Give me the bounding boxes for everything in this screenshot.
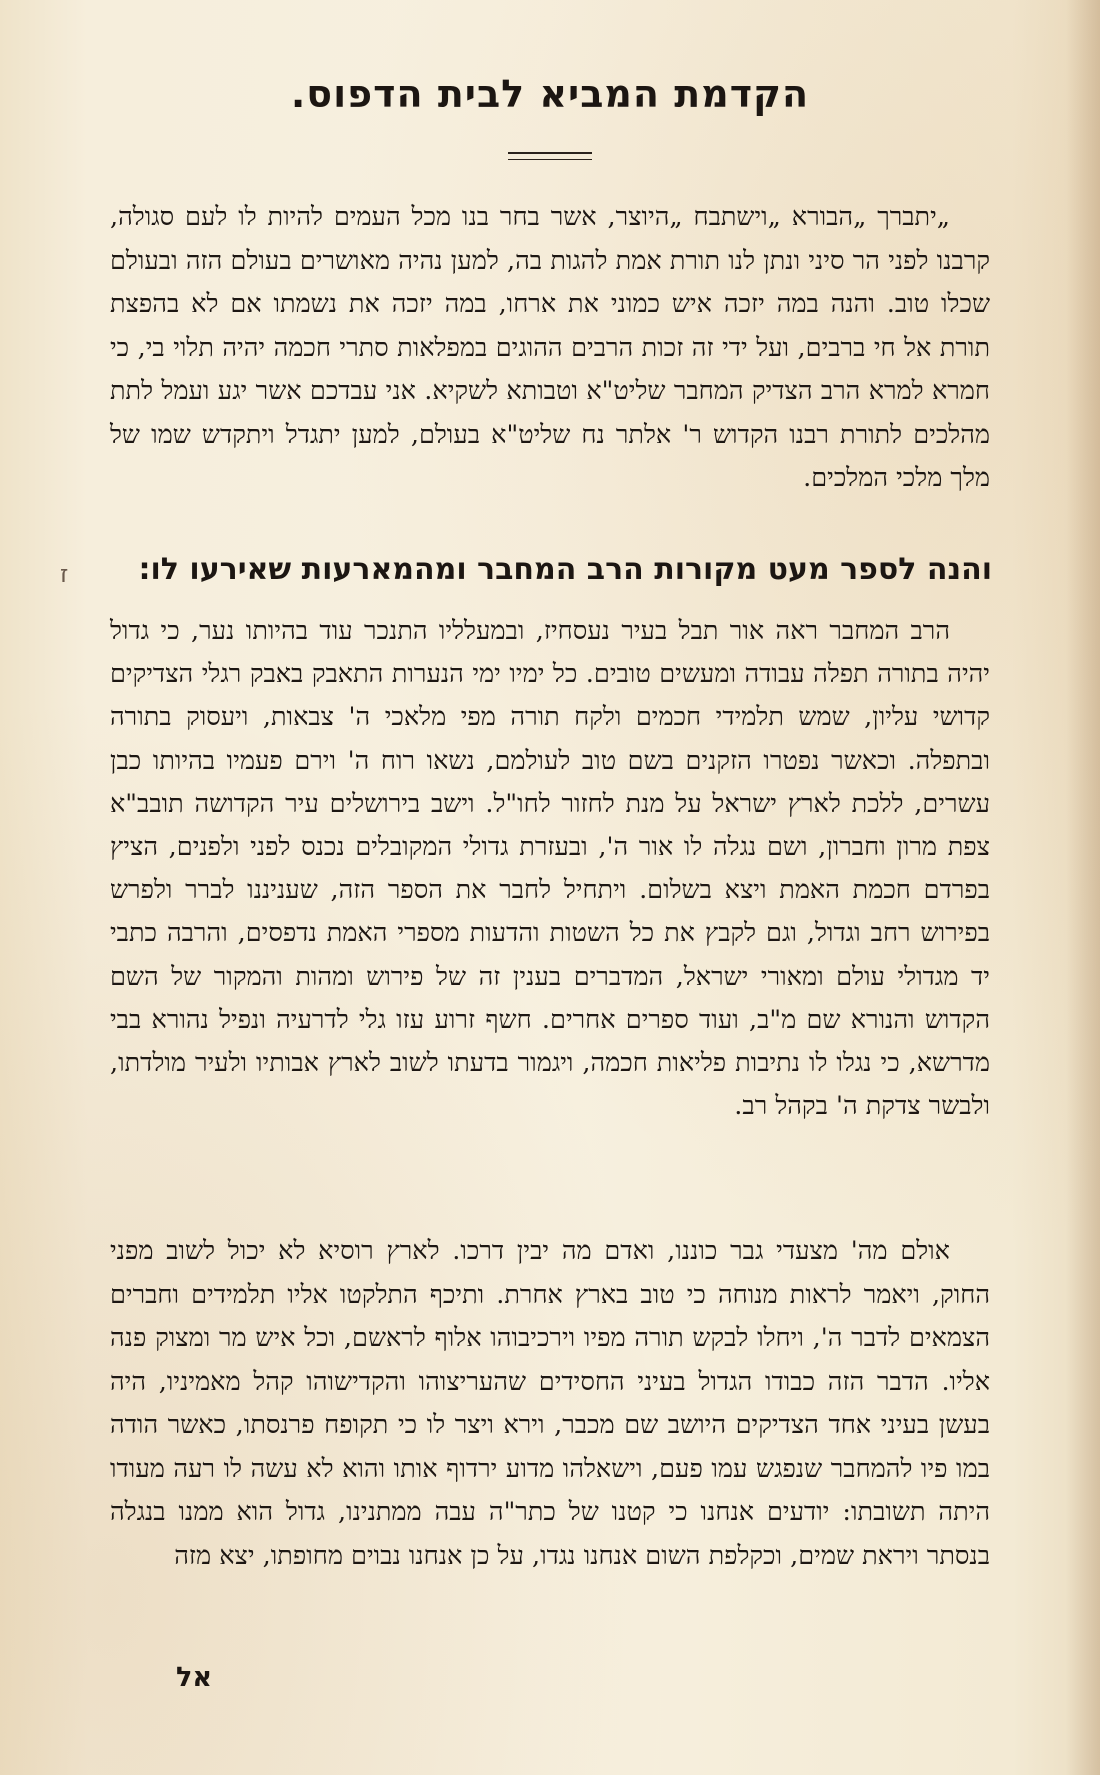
biography-paragraph-text: הרב המחבר ראה אור תבל בעיר נעסחיז, ובמעלליו התנכר עוד בהיותו נער, כי גדול יהיה בתורה תפלה עבודה ומעשים טובים. כל ימיו ימי הנערות התאבק באבק רגלי הצדיקים קדושי עליון, שמש תלמידי חכמים ולקח תורה מפי מלאכי ה' צבאות, ויעסוק בתורה ובתפלה. וכאשר נפטרו הזקנים בשם טוב לעולמם, נשאו רוח ה' וירם פעמיו בהיותו כבן עשרים, ללכת לארץ ישראל על מנת לחזור לחו"ל. וישב בירושלים עיר הקדושה תובב"א צפת מרון וחברון, ושם נגלה לו אור ה', ובעזרת גדולי המקובלים נכנס לפני ולפנים, הציץ בפרדם חכמת האמת ויצא בשלום. ויתחיל לחבר את הספר הזה, שעניננו לברר ולפרש בפירוש רחב וגדול, וגם לקבץ את כל השטות והדעות מספרי האמת נדפסים, והרבה כתבי יד מגדולי עולם ומאורי ישראל, המדברים בענין זה של פירוש ומהות והמקור של השם הקדוש והנורא שם מ"ב, ועוד ספרים אחרים. חשף זרוע עזו גלי לדרעיה ונפיל נהורא בבי מדרשא, כי נגלו לו נתיבות פליאות חכמה, ויגמור בדעתו לשוב לארץ אבותיו ולעיר מולדתו, ולבשר צדקת ה' בקהל רב.: [110, 616, 990, 1122]
margin-mark: ז: [60, 560, 69, 588]
intro-paragraph: [110, 196, 990, 501]
biography-paragraph: [110, 610, 990, 1128]
section-heading: והנה לספר מעט מקורות הרב המחבר ומהמארעות שאירעו לו:: [138, 552, 992, 587]
title-divider: [508, 152, 592, 160]
page-title: הקדמת המביא לבית הדפוס.: [290, 72, 810, 116]
intro-paragraph-text: „יתברך „הבורא „וישתבח „היוצר, אשר בחר בנו מכל העמים להיות לו לעם סגולה, קרבנו לפני הר סיני ונתן לנו תורת אמת להגות בה, למען נהיה מאושרים בעולם הזה ובעולם שכלו טוב. והנה במה יזכה איש כמוני את ארחו, במה יזכה את נשמתו אם לא בהפצת תורת אל חי ברבים, ועל ידי זה זכות הרבים ההוגים במפלאות סתרי חכמה יהיה תלוי בי, כי חמרא למרא הרב הצדיק המחבר שליט"א וטבותא לשקיא. אני עבדכם אשר יגע ועמל לתת מהלכים לתורת רבנו הקדוש ר' אלתר נח שליט"א בעולם, למען יתגדל ויתקדש שמו של מלך מלכי המלכים.: [110, 202, 990, 493]
events-paragraph: [110, 1230, 990, 1578]
catchword: אל: [176, 1662, 212, 1693]
page-edge-shadow: [1066, 0, 1100, 1775]
events-paragraph-text: אולם מה' מצעדי גבר כוננו, ואדם מה יבין דרכו. לארץ רוסיא לא יכול לשוב מפני החוק, ויאמר לראות מנוחה כי טוב בארץ אחרת. ותיכף התלקטו אליו תלמידים וחברים הצמאים לדבר ה', ויחלו לבקש תורה מפיו וירכיבוהו אלוף לראשם, וכל איש מר ומצוק פנה אליו. הדבר הזה כבודו הגדול בעיני החסידים שהעריצוהו והקדישוהו קהל מאמיניו, היה בעשן בעיני אחד הצדיקים היושב שם מכבר, וירא ויצר לו כי תקופח פרנסתו, כאשר הודה במו פיו להמחבר שנפגש עמו פעם, וישאלהו מדוע ירדוף אותו והוא לא עשה לו רעה מעודו היתה תשובתו: יודעים אנחנו כי קטנו של כתר"ה עבה ממתנינו, גדול הוא ממנו בנגלה בנסתר ויראת שמים, וכקלפת השום אנחנו נגדו, על כן אנחנו נבוים מחופתו, יצא מזה: [110, 1236, 990, 1571]
